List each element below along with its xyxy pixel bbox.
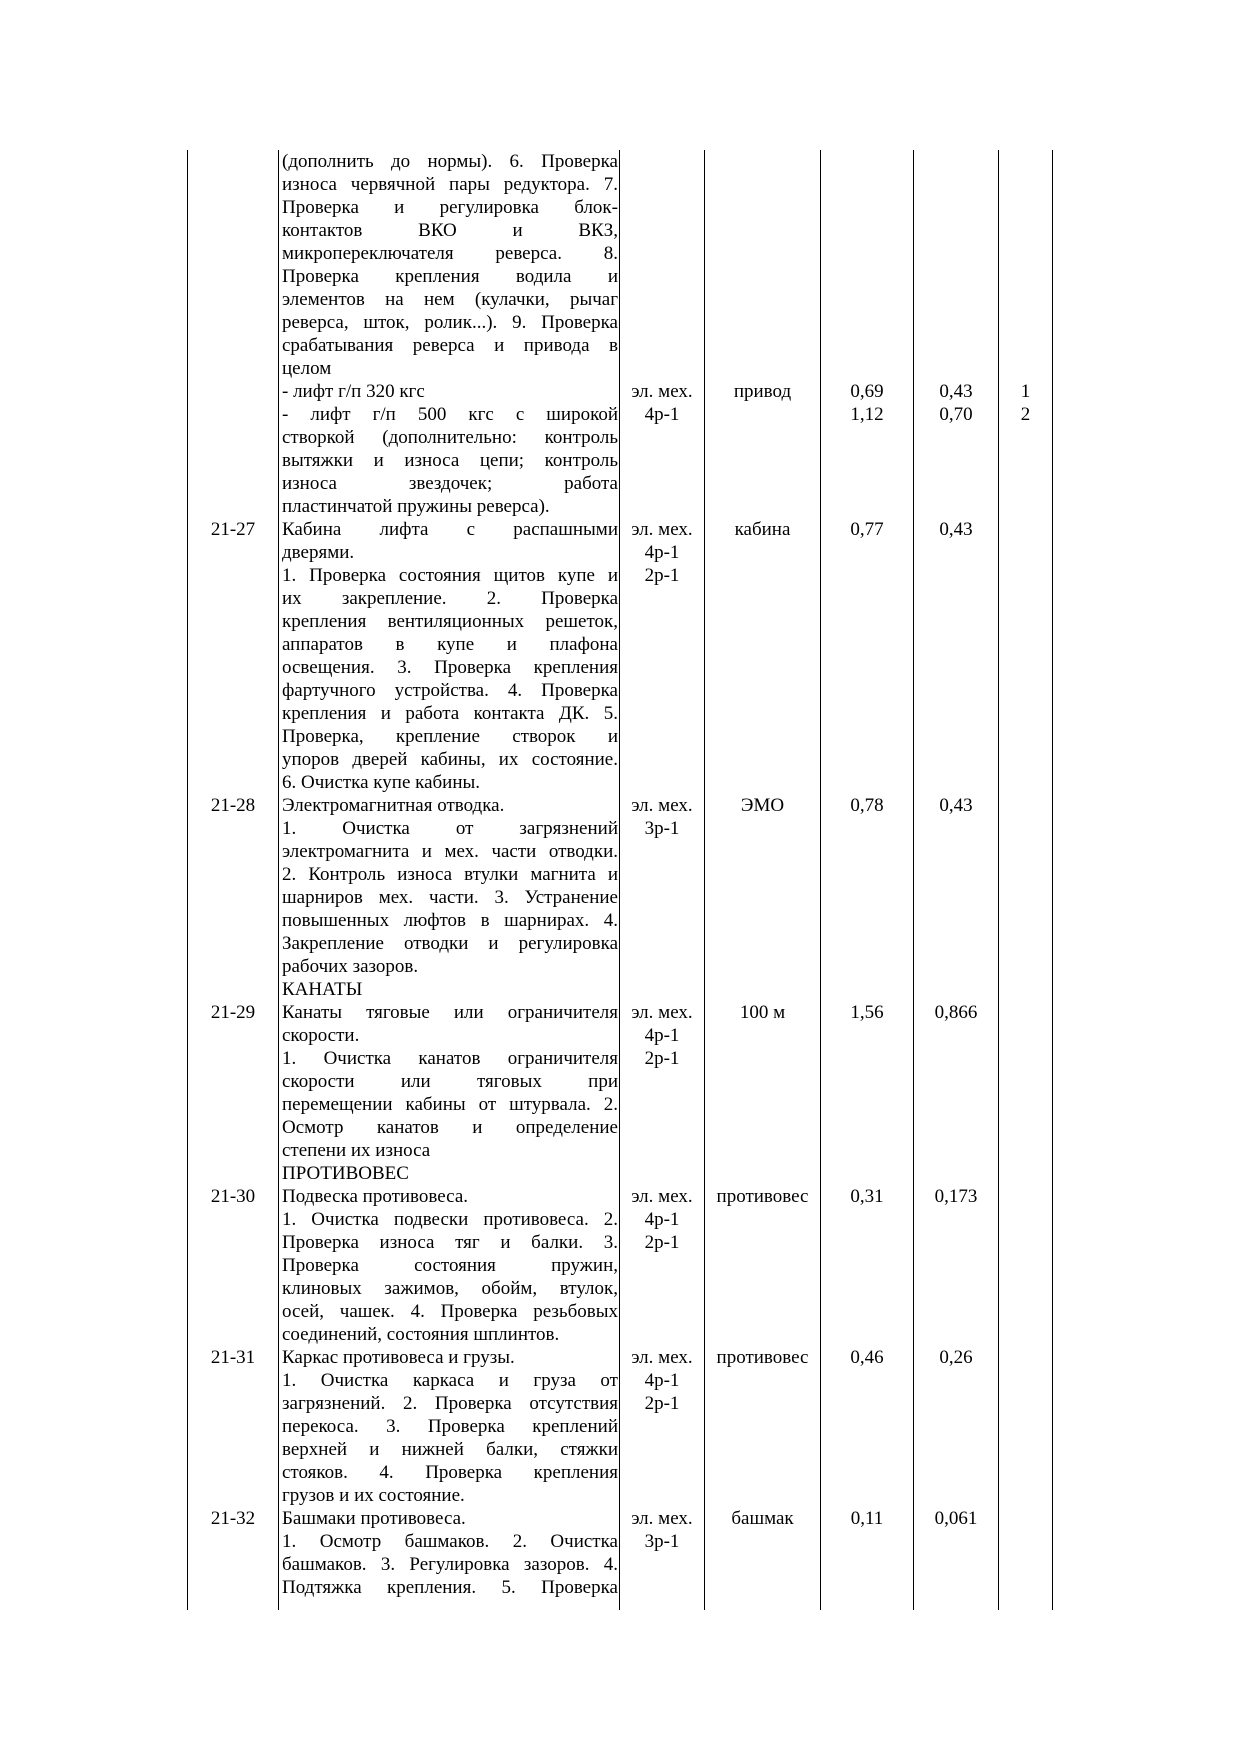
description-line: фартучного устройства. 4. Проверка [282, 680, 618, 701]
norm-value: 0,31 [850, 1186, 884, 1207]
worker-line: эл. мех. [631, 1186, 693, 1207]
description-line: Подтяжка крепления. 5. Проверка [282, 1577, 618, 1598]
description-line: ПРОТИВОВЕС [282, 1163, 409, 1184]
norm-value: 0,26 [939, 1347, 973, 1368]
description-line: клиновых зажимов, обойм, втулок, [282, 1278, 618, 1299]
description-line: стояков. 4. Проверка крепления [282, 1462, 618, 1483]
description-line: Канаты тяговые или ограничителя [282, 1002, 618, 1023]
worker-line: 2р-1 [644, 565, 680, 586]
norm-value: 0,77 [850, 519, 884, 540]
description-line: износа червячной пары редуктора. 7. [282, 174, 618, 195]
description-line: 1. Очистка каркаса и груза от [282, 1370, 618, 1391]
description-line: грузов и их состояние. [282, 1485, 465, 1506]
extra-value: 1 [1020, 381, 1031, 402]
description-line: рабочих зазоров. [282, 956, 419, 977]
description-line: Башмаки противовеса. [282, 1508, 466, 1529]
description-line: (дополнить до нормы). 6. Проверка [282, 151, 618, 172]
description-line: освещения. 3. Проверка крепления [282, 657, 618, 678]
table-border-right [1052, 150, 1053, 1610]
description-line: загрязнений. 2. Проверка отсутствия [282, 1393, 618, 1414]
norm-value: 0,173 [934, 1186, 978, 1207]
norm-value: 0,78 [850, 795, 884, 816]
description-line: аппаратов в купе и плафона [282, 634, 618, 655]
norm-value: 1,56 [850, 1002, 884, 1023]
unit-cell: ЭМО [740, 795, 785, 816]
norm-value: 0,43 [939, 519, 973, 540]
description-line: 1. Очистка подвески противовеса. 2. [282, 1209, 618, 1230]
description-line: реверса, шток, ролик...). 9. Проверка [282, 312, 618, 333]
description-line: крепления и работа контакта ДК. 5. [282, 703, 618, 724]
description-line: соединений, состояния шплинтов. [282, 1324, 560, 1345]
worker-line: 4р-1 [644, 542, 680, 563]
worker-line: 2р-1 [644, 1393, 680, 1414]
unit-cell: противовес [716, 1186, 809, 1207]
norm-value: 0,69 [850, 381, 884, 402]
description-line: элементов на нем (кулачки, рычаг [282, 289, 618, 310]
description-line: дверями. [282, 542, 355, 563]
item-code: 21-32 [210, 1508, 256, 1529]
description-line: крепления вентиляционных решеток, [282, 611, 618, 632]
worker-line: эл. мех. [631, 1508, 693, 1529]
description-line: вытяжки и износа цепи; контроль [282, 450, 618, 471]
worker-line: эл. мех. [631, 1002, 693, 1023]
description-line: упоров дверей кабины, их состояние. [282, 749, 618, 770]
description-line: Подвеска противовеса. [282, 1186, 469, 1207]
column-divider [704, 150, 705, 1610]
norm-value: 1,12 [850, 404, 884, 425]
description-line: износа звездочек; работа [282, 473, 618, 494]
description-line: Электромагнитная отводка. [282, 795, 505, 816]
description-line: 1. Очистка канатов ограничителя [282, 1048, 618, 1069]
description-line: электромагнита и мех. части отводки. [282, 841, 618, 862]
description-line: Проверка, крепление створок и [282, 726, 618, 747]
item-code: 21-31 [210, 1347, 256, 1368]
description-line: КАНАТЫ [282, 979, 363, 1000]
description-line: целом [282, 358, 332, 379]
worker-line: 3р-1 [644, 1531, 680, 1552]
description-line: 1. Очистка от загрязнений [282, 818, 618, 839]
column-divider [913, 150, 914, 1610]
description-line: Закрепление отводки и регулировка [282, 933, 618, 954]
norm-value: 0,11 [850, 1508, 884, 1529]
description-line: Проверка и регулировка блок- [282, 197, 618, 218]
item-code: 21-27 [210, 519, 256, 540]
description-line: скорости или тяговых при [282, 1071, 618, 1092]
unit-cell: башмак [731, 1508, 794, 1529]
worker-line: 3р-1 [644, 818, 680, 839]
unit-cell: противовес [716, 1347, 809, 1368]
unit-cell: 100 м [739, 1002, 786, 1023]
norm-value: 0,43 [939, 381, 973, 402]
description-line: Каркас противовеса и грузы. [282, 1347, 515, 1368]
description-line: контактов ВКО и ВКЗ, [282, 220, 618, 241]
worker-line: 4р-1 [644, 1025, 680, 1046]
column-divider [820, 150, 821, 1610]
column-divider [278, 150, 279, 1610]
description-line: 1. Проверка состояния щитов купе и [282, 565, 618, 586]
norm-value: 0,866 [934, 1002, 978, 1023]
column-divider [619, 150, 620, 1610]
description-line: степени их износа [282, 1140, 431, 1161]
description-line: их закрепление. 2. Проверка [282, 588, 618, 609]
norm-value: 0,43 [939, 795, 973, 816]
description-line: - лифт г/п 320 кгс [282, 381, 425, 402]
extra-value: 2 [1020, 404, 1031, 425]
description-line: Проверка состояния пружин, [282, 1255, 618, 1276]
norm-value: 0,70 [939, 404, 973, 425]
description-line: осей, чашек. 4. Проверка резьбовых [282, 1301, 618, 1322]
worker-line: 2р-1 [644, 1232, 680, 1253]
description-line: Проверка крепления водила и [282, 266, 618, 287]
description-line: перекоса. 3. Проверка креплений [282, 1416, 618, 1437]
worker-line: эл. мех. [631, 1347, 693, 1368]
description-line: верхней и нижней балки, стяжки [282, 1439, 618, 1460]
norm-value: 0,46 [850, 1347, 884, 1368]
column-divider [998, 150, 999, 1610]
item-code: 21-28 [210, 795, 256, 816]
description-line: 2. Контроль износа втулки магнита и [282, 864, 618, 885]
worker-line: 4р-1 [644, 404, 680, 425]
description-line: шарниров мех. части. 3. Устранение [282, 887, 618, 908]
worker-line: эл. мех. [631, 519, 693, 540]
worker-line: эл. мех. [631, 381, 693, 402]
table-border-left [187, 150, 188, 1610]
norm-value: 0,061 [934, 1508, 978, 1529]
description-line: Проверка износа тяг и балки. 3. [282, 1232, 618, 1253]
unit-cell: кабина [734, 519, 791, 540]
description-line: створкой (дополнительно: контроль [282, 427, 618, 448]
description-line: 6. Очистка купе кабины. [282, 772, 481, 793]
description-line: - лифт г/п 500 кгс с широкой [282, 404, 618, 425]
description-line: башмаков. 3. Регулировка зазоров. 4. [282, 1554, 618, 1575]
description-line: перемещении кабины от штурвала. 2. [282, 1094, 618, 1115]
description-line: 1. Осмотр башмаков. 2. Очистка [282, 1531, 618, 1552]
description-line: скорости. [282, 1025, 360, 1046]
worker-line: 4р-1 [644, 1209, 680, 1230]
description-line: срабатывания реверса и привода в [282, 335, 618, 356]
worker-line: 2р-1 [644, 1048, 680, 1069]
description-line: Осмотр канатов и определение [282, 1117, 618, 1138]
worker-line: эл. мех. [631, 795, 693, 816]
description-line: повышенных люфтов в шарнирах. 4. [282, 910, 618, 931]
description-line: пластинчатой пружины реверса). [282, 496, 550, 517]
description-line: Кабина лифта с распашными [282, 519, 618, 540]
item-code: 21-29 [210, 1002, 256, 1023]
worker-line: 4р-1 [644, 1370, 680, 1391]
unit-cell: привод [733, 381, 792, 402]
description-line: микропереключателя реверса. 8. [282, 243, 618, 264]
item-code: 21-30 [210, 1186, 256, 1207]
